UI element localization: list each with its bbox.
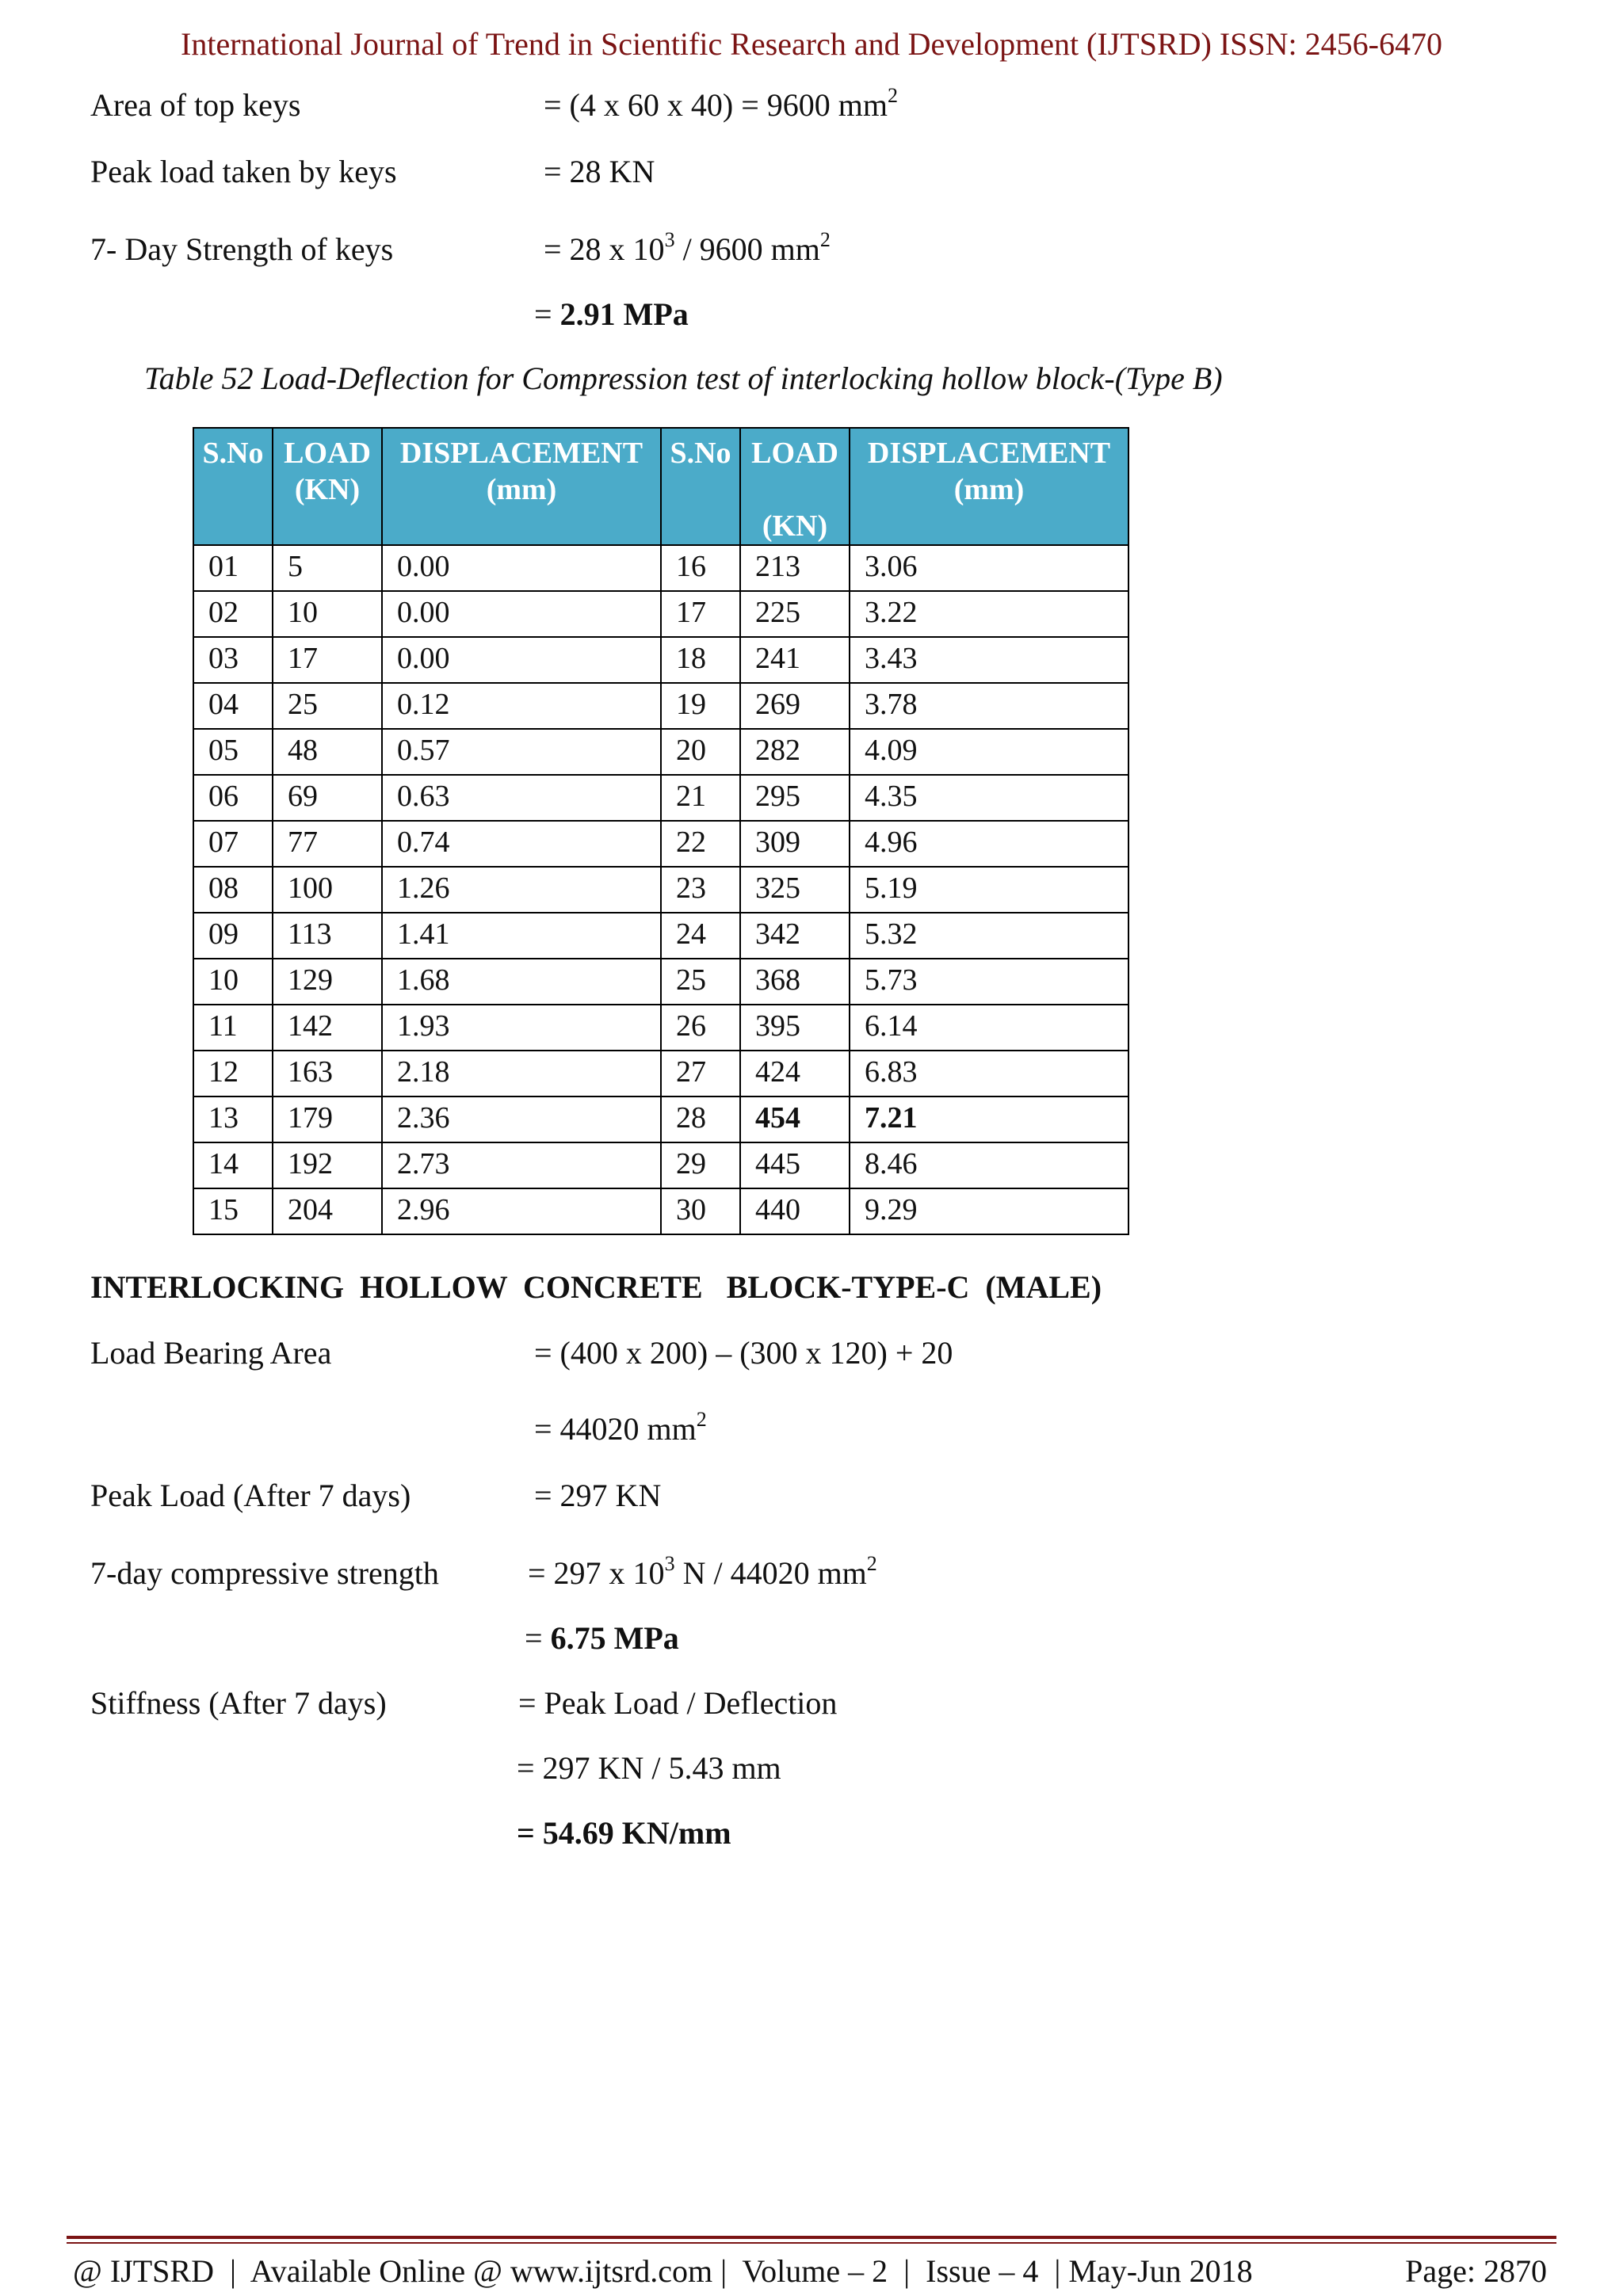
table-row (193, 545, 1128, 591)
table-cell: 0.12 (382, 683, 661, 729)
table-cell: 454 (740, 1097, 850, 1142)
load-bearing-area-value: = (400 x 200) – (300 x 120) + 20 (534, 1335, 953, 1371)
table-cell: 113 (273, 913, 382, 959)
table-cell: 0.00 (382, 545, 661, 591)
stiffness-value-2: = 297 KN / 5.43 mm (517, 1750, 781, 1786)
compressive-strength-label: 7-day compressive strength (90, 1555, 439, 1591)
table-cell: 6.83 (850, 1051, 1128, 1097)
table-cell: 16 (661, 545, 740, 591)
table-body (193, 545, 1128, 1234)
table-cell: 5.73 (850, 959, 1128, 1005)
compressive-strength-text-a: = 297 x 10 (528, 1555, 665, 1591)
table-cell: 0.57 (382, 729, 661, 775)
compressive-strength-sup-a: 3 (664, 1551, 675, 1575)
table-cell: 2.96 (382, 1188, 661, 1234)
table-cell: 21 (661, 775, 740, 821)
header-sno-2 (661, 428, 740, 545)
header-sno-text: S.No (202, 437, 264, 470)
table-cell: 02 (193, 591, 273, 637)
footer-rule-thin (67, 2242, 1556, 2244)
table-cell: 14 (193, 1142, 273, 1188)
table-row (193, 913, 1128, 959)
section-title: INTERLOCKING HOLLOW CONCRETE BLOCK-TYPE-C (MALE) (90, 1269, 1102, 1305)
table-cell: 0.00 (382, 637, 661, 683)
table-cell: 1.26 (382, 867, 661, 913)
table-cell: 368 (740, 959, 850, 1005)
header-load (273, 428, 382, 545)
header-load-2 (740, 428, 850, 545)
header-sno-2-text: S.No (670, 437, 731, 470)
load-bearing-area-label: Load Bearing Area (90, 1335, 332, 1371)
table-cell: 30 (661, 1188, 740, 1234)
table-cell: 77 (273, 821, 382, 867)
table-cell: 22 (661, 821, 740, 867)
strength-keys-value (544, 227, 831, 269)
table-row (193, 775, 1128, 821)
header-displacement-2 (850, 428, 1128, 545)
table-cell: 9.29 (850, 1188, 1128, 1234)
table-cell: 4.35 (850, 775, 1128, 821)
header-displacement-text: DISPLACEMENT (399, 437, 643, 470)
table-cell: 28 (661, 1097, 740, 1142)
table-cell: 445 (740, 1142, 850, 1188)
table-cell: 17 (661, 591, 740, 637)
table-row (193, 1142, 1128, 1188)
peak-load-value: = 297 KN (534, 1478, 662, 1513)
header-displacement (382, 428, 661, 545)
table-row (193, 1005, 1128, 1051)
strength-keys-result (534, 295, 689, 334)
table-row (193, 867, 1128, 913)
header-load-2-unit: (KN) (762, 509, 828, 543)
table-row (193, 591, 1128, 637)
table-cell: 225 (740, 591, 850, 637)
table-cell: 23 (661, 867, 740, 913)
table-cell: 10 (273, 591, 382, 637)
load-deflection-table (193, 427, 1129, 1235)
area-top-keys-sup: 2 (887, 83, 898, 107)
table-cell: 7.21 (850, 1097, 1128, 1142)
table-cell: 48 (273, 729, 382, 775)
table-cell: 17 (273, 637, 382, 683)
table-cell: 24 (661, 913, 740, 959)
table-cell: 192 (273, 1142, 382, 1188)
table-cell: 11 (193, 1005, 273, 1051)
table-cell: 2.18 (382, 1051, 661, 1097)
table-cell: 2.36 (382, 1097, 661, 1142)
table-header-row (193, 428, 1128, 545)
strength-keys-sup-a: 3 (664, 227, 675, 251)
table-cell: 424 (740, 1051, 850, 1097)
peak-load-label: Peak Load (After 7 days) (90, 1478, 411, 1513)
table-row (193, 959, 1128, 1005)
strength-keys-text-b: / 9600 mm (674, 231, 820, 267)
table-cell: 19 (661, 683, 740, 729)
compressive-strength-result-eq: = (525, 1620, 551, 1656)
table-cell: 27 (661, 1051, 740, 1097)
table-cell: 395 (740, 1005, 850, 1051)
compressive-strength-text-b: N / 44020 mm (674, 1555, 867, 1591)
header-load-text: LOAD (284, 437, 371, 470)
table-cell: 269 (740, 683, 850, 729)
table-cell: 08 (193, 867, 273, 913)
table-cell: 0.74 (382, 821, 661, 867)
table-cell: 12 (193, 1051, 273, 1097)
table-cell: 241 (740, 637, 850, 683)
compressive-strength-sup-b: 2 (866, 1551, 877, 1575)
table-cell: 05 (193, 729, 273, 775)
area-top-keys-text: = (4 x 60 x 40) = 9600 mm (544, 87, 888, 123)
load-bearing-area-result-sup: 2 (696, 1407, 707, 1431)
table-cell: 440 (740, 1188, 850, 1234)
table-cell: 09 (193, 913, 273, 959)
table-cell: 5.19 (850, 867, 1128, 913)
header-displacement-unit: (mm) (486, 473, 557, 506)
strength-keys-text-a: = 28 x 10 (544, 231, 665, 267)
table-cell: 13 (193, 1097, 273, 1142)
table-row (193, 1097, 1128, 1142)
table-cell: 06 (193, 775, 273, 821)
table-cell: 5 (273, 545, 382, 591)
table-cell: 295 (740, 775, 850, 821)
table-row (193, 1051, 1128, 1097)
strength-keys-result-value: 2.91 MPa (559, 296, 689, 332)
table-cell: 282 (740, 729, 850, 775)
footer-text: @ IJTSRD | Available Online @ www.ijtsrd.com | Volume – 2 | Issue – 4 | May-Jun 2018 (73, 2253, 1253, 2289)
table-cell: 15 (193, 1188, 273, 1234)
compressive-strength-result (525, 1619, 679, 1658)
table-cell: 26 (661, 1005, 740, 1051)
table-cell: 5.32 (850, 913, 1128, 959)
table-cell: 04 (193, 683, 273, 729)
table-cell: 179 (273, 1097, 382, 1142)
footer-rule (67, 2236, 1556, 2239)
peak-load-keys-value: = 28 KN (544, 154, 655, 189)
table-cell: 325 (740, 867, 850, 913)
table-cell: 213 (740, 545, 850, 591)
table-cell: 8.46 (850, 1142, 1128, 1188)
page-number: Page: 2870 (1405, 2253, 1547, 2289)
table-row (193, 1188, 1128, 1234)
table-cell: 25 (661, 959, 740, 1005)
table-cell: 29 (661, 1142, 740, 1188)
table-caption: Table 52 Load-Deflection for Compression test of interlocking hollow block-(Type B) (144, 360, 1223, 396)
table-cell: 07 (193, 821, 273, 867)
header-sno (193, 428, 273, 545)
table-cell: 3.06 (850, 545, 1128, 591)
table-cell: 10 (193, 959, 273, 1005)
compressive-strength-value (528, 1551, 877, 1593)
table-row (193, 637, 1128, 683)
table-cell: 0.63 (382, 775, 661, 821)
area-top-keys-label: Area of top keys (90, 87, 301, 123)
table-row (193, 683, 1128, 729)
load-bearing-area-result (534, 1409, 707, 1449)
table-cell: 01 (193, 545, 273, 591)
table-cell: 3.78 (850, 683, 1128, 729)
table-cell: 69 (273, 775, 382, 821)
table-cell: 129 (273, 959, 382, 1005)
table-cell: 6.14 (850, 1005, 1128, 1051)
table-row (193, 729, 1128, 775)
stiffness-result: = 54.69 KN/mm (517, 1815, 731, 1851)
table-cell: 142 (273, 1005, 382, 1051)
table-cell: 03 (193, 637, 273, 683)
header-displacement-2-text: DISPLACEMENT (867, 437, 1111, 470)
area-top-keys-value (544, 83, 898, 125)
table-cell: 309 (740, 821, 850, 867)
load-bearing-area-result-text: = 44020 mm (534, 1411, 697, 1447)
table-cell: 4.96 (850, 821, 1128, 867)
table-cell: 3.43 (850, 637, 1128, 683)
table-cell: 1.41 (382, 913, 661, 959)
strength-keys-label: 7- Day Strength of keys (90, 231, 394, 267)
table-cell: 25 (273, 683, 382, 729)
strength-keys-result-eq: = (534, 296, 560, 332)
header-load-2-text: LOAD (751, 437, 838, 470)
stiffness-value: = Peak Load / Deflection (518, 1685, 838, 1721)
table-cell: 204 (273, 1188, 382, 1234)
table-cell: 3.22 (850, 591, 1128, 637)
table-cell: 18 (661, 637, 740, 683)
table-cell: 0.00 (382, 591, 661, 637)
table-cell: 1.93 (382, 1005, 661, 1051)
compressive-strength-result-value: 6.75 MPa (550, 1620, 679, 1656)
header-displacement-2-unit: (mm) (953, 473, 1025, 506)
strength-keys-sup-b: 2 (819, 227, 831, 251)
table-cell: 1.68 (382, 959, 661, 1005)
table-cell: 100 (273, 867, 382, 913)
table-row (193, 821, 1128, 867)
table-cell: 20 (661, 729, 740, 775)
table-cell: 4.09 (850, 729, 1128, 775)
stiffness-label: Stiffness (After 7 days) (90, 1685, 387, 1721)
peak-load-keys-label: Peak load taken by keys (90, 154, 397, 189)
table-cell: 163 (273, 1051, 382, 1097)
header-load-unit: (KN) (294, 473, 361, 506)
table-cell: 2.73 (382, 1142, 661, 1188)
journal-header: International Journal of Trend in Scientific Research and Development (IJTSRD) ISSN: 2456-6470 (181, 26, 1442, 62)
table-cell: 342 (740, 913, 850, 959)
